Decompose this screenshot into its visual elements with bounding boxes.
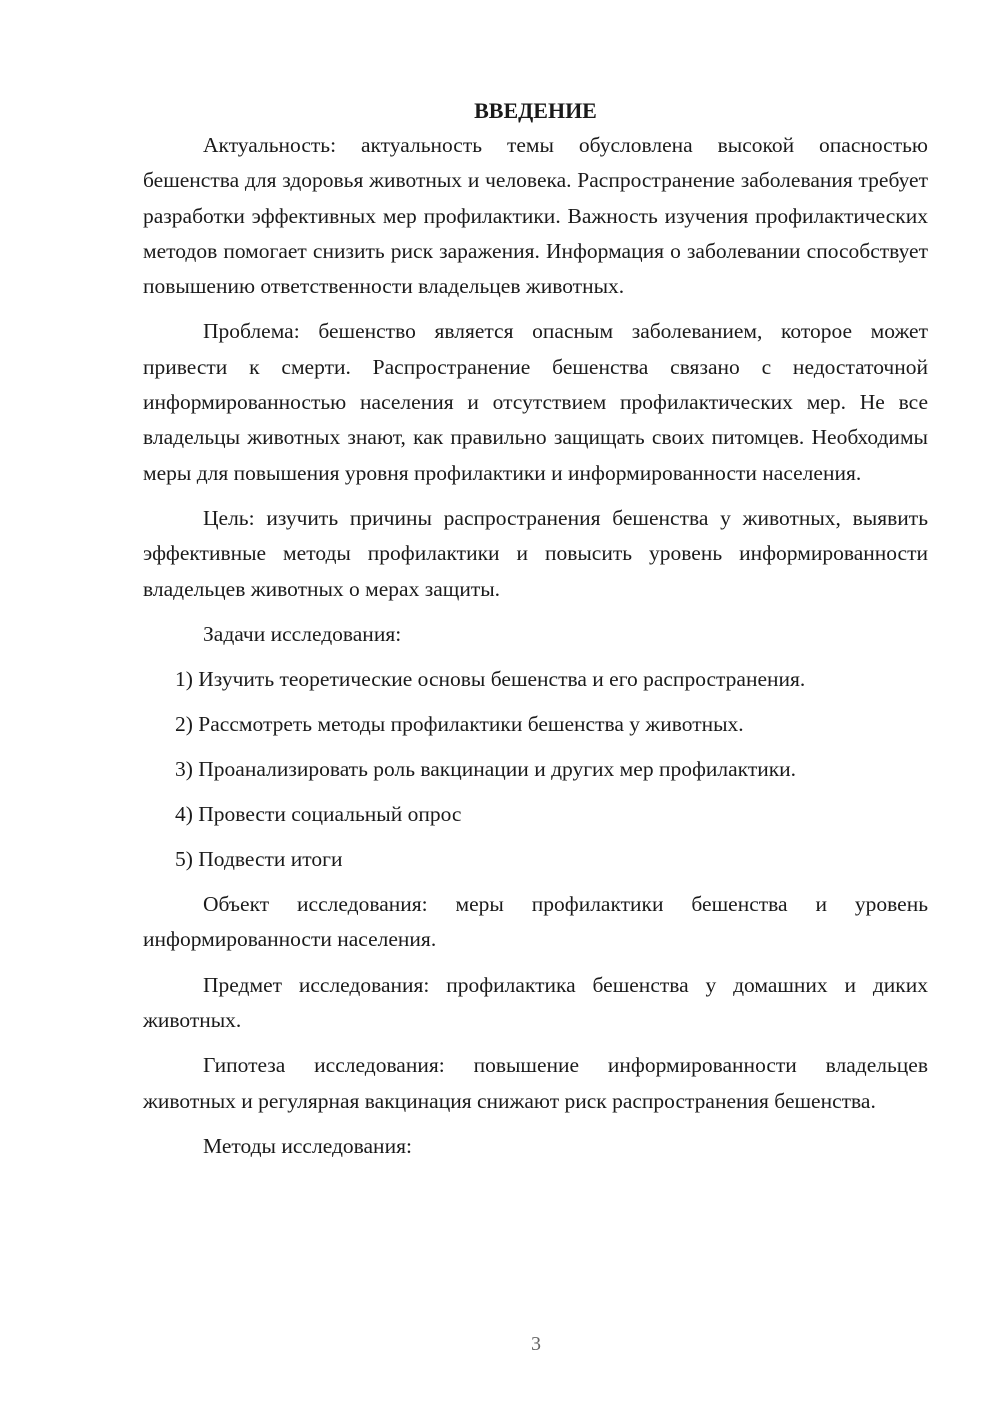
hypothesis-paragraph: Гипотеза исследования: повышение информированности владельцев животных и регулярная вакцинация снижают риск распространения бешенства. <box>143 1053 928 1113</box>
page-number: 3 <box>531 1333 541 1355</box>
problem-paragraph: Проблема: бешенство является опасным заболеванием, которое может привести к смерти. Распространение бешенства связано с недостаточной информированностью населения и отсутствием профилактических мер. Не все владельцы животных знают, как правильно защищать своих питомцев. Необходимы меры для повышения уровня профилактики и информированности населения. <box>143 319 928 485</box>
section-heading: ВВЕДЕНИЕ <box>474 98 597 123</box>
relevance-paragraph: Актуальность: актуальность темы обусловлена высокой опасностью бешенства для здоровья животных и человека. Распространение заболевания требует разработки эффективных мер профилактики. Важность изучения профилактических методов помогает снизить риск заражения. Информация о заболевании способствует повышению ответственности владельцев животных. <box>143 133 928 299</box>
task-item-3: 3) Проанализировать роль вакцинации и других мер профилактики. <box>175 757 797 782</box>
task-item-4: 4) Провести социальный опрос <box>175 802 462 827</box>
goal-paragraph: Цель: изучить причины распространения бешенства у животных, выявить эффективные методы профилактики и повысить уровень информированности владельцев животных о мерах защиты. <box>143 505 928 601</box>
task-item-5: 5) Подвести итоги <box>175 847 343 872</box>
methods-title: Методы исследования: <box>203 1133 412 1158</box>
object-paragraph: Объект исследования: меры профилактики бешенства и уровень информированности населения. <box>143 892 928 952</box>
task-item-1: 1) Изучить теоретические основы бешенства и его распространения. <box>175 667 806 692</box>
document-page <box>143 94 928 1164</box>
task-item-2: 2) Рассмотреть методы профилактики бешенства у животных. <box>175 712 744 737</box>
subject-paragraph: Предмет исследования: профилактика бешенства у домашних и диких животных. <box>143 972 928 1033</box>
tasks-title: Задачи исследования: <box>203 621 402 646</box>
